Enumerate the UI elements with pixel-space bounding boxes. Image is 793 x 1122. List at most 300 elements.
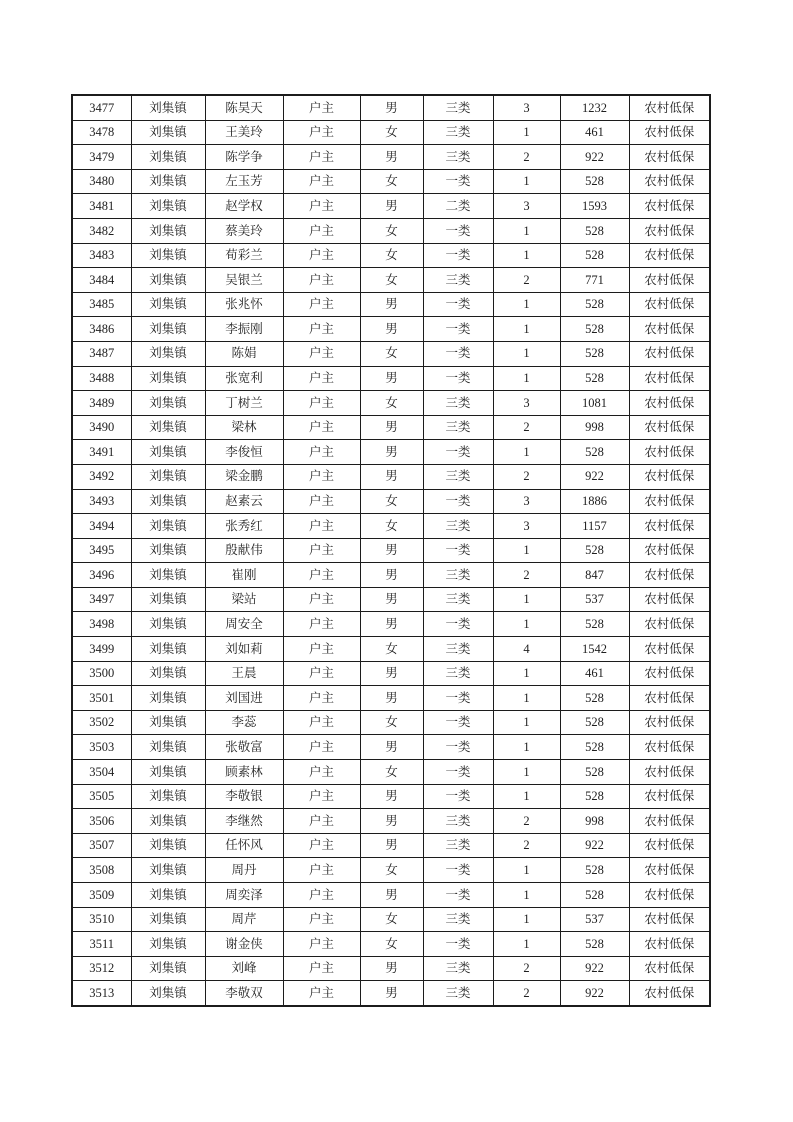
cell-relation: 户主 [283,760,360,785]
cell-category: 一类 [423,440,493,465]
cell-serial-number: 3510 [72,907,131,932]
cell-category: 一类 [423,858,493,883]
table-row [72,489,710,514]
cell-relation: 户主 [283,932,360,957]
cell-household-count: 1 [493,784,560,809]
table-row [72,858,710,883]
cell-gender: 男 [360,956,423,981]
cell-gender: 男 [360,686,423,711]
table-row [72,268,710,293]
cell-household-count: 1 [493,366,560,391]
cell-amount: 528 [560,686,629,711]
table-row [72,218,710,243]
cell-household-count: 1 [493,292,560,317]
cell-gender: 男 [360,440,423,465]
cell-household-count: 2 [493,464,560,489]
cell-amount: 528 [560,366,629,391]
cell-serial-number: 3483 [72,243,131,268]
table-row [72,612,710,637]
cell-amount: 528 [560,317,629,342]
cell-gender: 男 [360,317,423,342]
cell-relation: 户主 [283,489,360,514]
table-row [72,169,710,194]
cell-gender: 男 [360,612,423,637]
cell-serial-number: 3484 [72,268,131,293]
cell-person-name: 谢金侠 [205,932,283,957]
cell-amount: 1886 [560,489,629,514]
cell-household-count: 3 [493,514,560,539]
cell-category: 一类 [423,341,493,366]
cell-category: 三类 [423,587,493,612]
cell-category: 一类 [423,760,493,785]
cell-town: 刘集镇 [131,784,205,809]
cell-gender: 女 [360,514,423,539]
cell-serial-number: 3500 [72,661,131,686]
cell-serial-number: 3492 [72,464,131,489]
cell-household-count: 2 [493,833,560,858]
table-row [72,735,710,760]
cell-category: 一类 [423,538,493,563]
cell-household-count: 1 [493,587,560,612]
cell-relation: 户主 [283,907,360,932]
cell-relation: 户主 [283,563,360,588]
cell-gender: 男 [360,145,423,170]
cell-person-name: 刘如莉 [205,637,283,662]
table-row [72,833,710,858]
cell-category: 三类 [423,637,493,662]
cell-amount: 528 [560,538,629,563]
cell-benefit-type: 农村低保 [629,784,710,809]
cell-relation: 户主 [283,981,360,1006]
cell-amount: 528 [560,169,629,194]
cell-household-count: 1 [493,858,560,883]
cell-town: 刘集镇 [131,612,205,637]
cell-serial-number: 3503 [72,735,131,760]
cell-amount: 771 [560,268,629,293]
cell-person-name: 梁站 [205,587,283,612]
cell-benefit-type: 农村低保 [629,145,710,170]
cell-person-name: 丁树兰 [205,391,283,416]
cell-serial-number: 3513 [72,981,131,1006]
table-row [72,514,710,539]
cell-relation: 户主 [283,169,360,194]
table-row [72,686,710,711]
cell-benefit-type: 农村低保 [629,489,710,514]
cell-household-count: 1 [493,243,560,268]
cell-benefit-type: 农村低保 [629,268,710,293]
table-row [72,464,710,489]
cell-category: 三类 [423,956,493,981]
cell-benefit-type: 农村低保 [629,587,710,612]
cell-gender: 女 [360,932,423,957]
cell-town: 刘集镇 [131,637,205,662]
cell-gender: 女 [360,341,423,366]
cell-amount: 528 [560,440,629,465]
cell-benefit-type: 农村低保 [629,169,710,194]
cell-benefit-type: 农村低保 [629,833,710,858]
cell-serial-number: 3481 [72,194,131,219]
table-row [72,956,710,981]
cell-category: 三类 [423,268,493,293]
cell-amount: 528 [560,932,629,957]
cell-town: 刘集镇 [131,833,205,858]
cell-household-count: 1 [493,317,560,342]
cell-gender: 男 [360,464,423,489]
cell-person-name: 陈学争 [205,145,283,170]
table-body [72,95,710,1006]
cell-category: 一类 [423,366,493,391]
cell-person-name: 顾素林 [205,760,283,785]
cell-gender: 女 [360,218,423,243]
cell-person-name: 李蕊 [205,710,283,735]
cell-amount: 528 [560,612,629,637]
cell-amount: 528 [560,292,629,317]
table-row [72,194,710,219]
cell-household-count: 1 [493,612,560,637]
cell-serial-number: 3496 [72,563,131,588]
cell-relation: 户主 [283,120,360,145]
cell-town: 刘集镇 [131,932,205,957]
cell-serial-number: 3489 [72,391,131,416]
cell-gender: 男 [360,587,423,612]
cell-town: 刘集镇 [131,858,205,883]
cell-category: 三类 [423,833,493,858]
cell-serial-number: 3493 [72,489,131,514]
cell-benefit-type: 农村低保 [629,612,710,637]
cell-household-count: 4 [493,637,560,662]
cell-person-name: 张兆怀 [205,292,283,317]
cell-gender: 男 [360,538,423,563]
cell-household-count: 1 [493,735,560,760]
cell-serial-number: 3497 [72,587,131,612]
cell-category: 一类 [423,169,493,194]
cell-town: 刘集镇 [131,292,205,317]
cell-town: 刘集镇 [131,563,205,588]
cell-category: 三类 [423,95,493,120]
table-row [72,760,710,785]
table-row [72,317,710,342]
cell-town: 刘集镇 [131,489,205,514]
cell-benefit-type: 农村低保 [629,194,710,219]
cell-benefit-type: 农村低保 [629,120,710,145]
cell-amount: 922 [560,956,629,981]
cell-amount: 1232 [560,95,629,120]
cell-person-name: 荀彩兰 [205,243,283,268]
cell-town: 刘集镇 [131,661,205,686]
table-row [72,661,710,686]
cell-gender: 男 [360,833,423,858]
cell-town: 刘集镇 [131,514,205,539]
cell-benefit-type: 农村低保 [629,538,710,563]
cell-person-name: 陈昊天 [205,95,283,120]
cell-serial-number: 3490 [72,415,131,440]
cell-category: 一类 [423,710,493,735]
cell-household-count: 2 [493,268,560,293]
cell-town: 刘集镇 [131,883,205,908]
cell-town: 刘集镇 [131,169,205,194]
cell-serial-number: 3509 [72,883,131,908]
cell-gender: 女 [360,760,423,785]
cell-category: 一类 [423,932,493,957]
cell-person-name: 张敬富 [205,735,283,760]
cell-category: 三类 [423,464,493,489]
cell-gender: 男 [360,194,423,219]
cell-category: 二类 [423,194,493,219]
cell-benefit-type: 农村低保 [629,981,710,1006]
cell-category: 三类 [423,514,493,539]
cell-amount: 922 [560,464,629,489]
cell-benefit-type: 农村低保 [629,464,710,489]
cell-household-count: 1 [493,907,560,932]
cell-gender: 男 [360,735,423,760]
cell-category: 三类 [423,145,493,170]
cell-gender: 女 [360,169,423,194]
cell-household-count: 1 [493,538,560,563]
cell-amount: 1157 [560,514,629,539]
table-row [72,907,710,932]
cell-benefit-type: 农村低保 [629,440,710,465]
cell-amount: 528 [560,341,629,366]
cell-category: 三类 [423,981,493,1006]
cell-amount: 847 [560,563,629,588]
cell-relation: 户主 [283,686,360,711]
cell-person-name: 赵学权 [205,194,283,219]
cell-gender: 男 [360,292,423,317]
cell-relation: 户主 [283,637,360,662]
cell-person-name: 吴银兰 [205,268,283,293]
cell-household-count: 1 [493,120,560,145]
cell-serial-number: 3477 [72,95,131,120]
cell-person-name: 周丹 [205,858,283,883]
cell-benefit-type: 农村低保 [629,341,710,366]
cell-amount: 922 [560,981,629,1006]
cell-town: 刘集镇 [131,268,205,293]
cell-person-name: 李继然 [205,809,283,834]
cell-serial-number: 3501 [72,686,131,711]
cell-serial-number: 3508 [72,858,131,883]
cell-benefit-type: 农村低保 [629,514,710,539]
cell-town: 刘集镇 [131,317,205,342]
cell-serial-number: 3499 [72,637,131,662]
cell-serial-number: 3498 [72,612,131,637]
cell-household-count: 2 [493,809,560,834]
cell-person-name: 张秀红 [205,514,283,539]
cell-benefit-type: 农村低保 [629,415,710,440]
cell-benefit-type: 农村低保 [629,907,710,932]
cell-gender: 女 [360,120,423,145]
cell-town: 刘集镇 [131,981,205,1006]
cell-person-name: 王美玲 [205,120,283,145]
cell-relation: 户主 [283,391,360,416]
cell-serial-number: 3512 [72,956,131,981]
cell-gender: 男 [360,784,423,809]
cell-benefit-type: 农村低保 [629,391,710,416]
table-row [72,391,710,416]
cell-relation: 户主 [283,858,360,883]
cell-amount: 1593 [560,194,629,219]
cell-person-name: 梁金鹏 [205,464,283,489]
cell-town: 刘集镇 [131,341,205,366]
cell-relation: 户主 [283,956,360,981]
cell-relation: 户主 [283,784,360,809]
cell-category: 三类 [423,391,493,416]
cell-town: 刘集镇 [131,366,205,391]
cell-benefit-type: 农村低保 [629,661,710,686]
cell-relation: 户主 [283,341,360,366]
cell-person-name: 刘峰 [205,956,283,981]
cell-town: 刘集镇 [131,710,205,735]
cell-person-name: 李俊恒 [205,440,283,465]
cell-gender: 男 [360,883,423,908]
cell-gender: 男 [360,809,423,834]
cell-town: 刘集镇 [131,907,205,932]
cell-household-count: 1 [493,440,560,465]
cell-serial-number: 3491 [72,440,131,465]
cell-benefit-type: 农村低保 [629,735,710,760]
cell-town: 刘集镇 [131,538,205,563]
cell-benefit-type: 农村低保 [629,243,710,268]
cell-town: 刘集镇 [131,464,205,489]
cell-benefit-type: 农村低保 [629,95,710,120]
cell-household-count: 1 [493,169,560,194]
table-row [72,95,710,120]
cell-household-count: 1 [493,883,560,908]
table-row [72,415,710,440]
cell-amount: 998 [560,809,629,834]
cell-benefit-type: 农村低保 [629,809,710,834]
cell-gender: 男 [360,981,423,1006]
cell-household-count: 3 [493,391,560,416]
cell-relation: 户主 [283,883,360,908]
cell-category: 三类 [423,563,493,588]
cell-serial-number: 3485 [72,292,131,317]
cell-benefit-type: 农村低保 [629,883,710,908]
cell-household-count: 1 [493,710,560,735]
cell-person-name: 梁林 [205,415,283,440]
table-row [72,637,710,662]
table-row [72,981,710,1006]
cell-relation: 户主 [283,710,360,735]
cell-person-name: 赵素云 [205,489,283,514]
cell-household-count: 1 [493,760,560,785]
cell-category: 一类 [423,292,493,317]
cell-benefit-type: 农村低保 [629,317,710,342]
cell-category: 三类 [423,415,493,440]
cell-amount: 922 [560,145,629,170]
table-row [72,932,710,957]
cell-gender: 男 [360,415,423,440]
cell-gender: 男 [360,366,423,391]
cell-benefit-type: 农村低保 [629,218,710,243]
table-row [72,341,710,366]
cell-category: 三类 [423,120,493,145]
cell-household-count: 2 [493,415,560,440]
cell-category: 一类 [423,612,493,637]
cell-gender: 女 [360,858,423,883]
cell-relation: 户主 [283,194,360,219]
cell-amount: 528 [560,735,629,760]
cell-amount: 528 [560,710,629,735]
cell-amount: 528 [560,760,629,785]
cell-category: 一类 [423,489,493,514]
cell-relation: 户主 [283,243,360,268]
cell-serial-number: 3504 [72,760,131,785]
cell-town: 刘集镇 [131,120,205,145]
cell-town: 刘集镇 [131,587,205,612]
cell-town: 刘集镇 [131,145,205,170]
cell-person-name: 任怀风 [205,833,283,858]
cell-town: 刘集镇 [131,194,205,219]
table-row [72,883,710,908]
cell-benefit-type: 农村低保 [629,932,710,957]
cell-benefit-type: 农村低保 [629,858,710,883]
cell-household-count: 2 [493,956,560,981]
cell-relation: 户主 [283,833,360,858]
cell-relation: 户主 [283,661,360,686]
cell-benefit-type: 农村低保 [629,956,710,981]
cell-household-count: 1 [493,341,560,366]
cell-town: 刘集镇 [131,218,205,243]
cell-person-name: 周奕泽 [205,883,283,908]
cell-serial-number: 3479 [72,145,131,170]
cell-benefit-type: 农村低保 [629,366,710,391]
cell-serial-number: 3506 [72,809,131,834]
cell-category: 三类 [423,809,493,834]
cell-serial-number: 3507 [72,833,131,858]
cell-town: 刘集镇 [131,440,205,465]
table-row [72,120,710,145]
cell-category: 一类 [423,686,493,711]
cell-gender: 女 [360,907,423,932]
cell-amount: 998 [560,415,629,440]
cell-person-name: 李敬银 [205,784,283,809]
cell-category: 三类 [423,907,493,932]
cell-relation: 户主 [283,268,360,293]
cell-serial-number: 3486 [72,317,131,342]
cell-relation: 户主 [283,587,360,612]
cell-person-name: 张宽利 [205,366,283,391]
cell-category: 一类 [423,317,493,342]
cell-person-name: 陈娟 [205,341,283,366]
cell-gender: 女 [360,391,423,416]
cell-category: 一类 [423,243,493,268]
cell-amount: 1542 [560,637,629,662]
table-row [72,563,710,588]
cell-household-count: 2 [493,981,560,1006]
table-row [72,784,710,809]
cell-serial-number: 3487 [72,341,131,366]
cell-amount: 528 [560,784,629,809]
cell-category: 一类 [423,735,493,760]
cell-relation: 户主 [283,145,360,170]
cell-town: 刘集镇 [131,95,205,120]
table-row [72,710,710,735]
cell-benefit-type: 农村低保 [629,686,710,711]
table-row [72,292,710,317]
cell-gender: 女 [360,489,423,514]
table-row [72,243,710,268]
cell-relation: 户主 [283,464,360,489]
cell-relation: 户主 [283,440,360,465]
cell-serial-number: 3495 [72,538,131,563]
table-row [72,145,710,170]
cell-serial-number: 3511 [72,932,131,957]
cell-amount: 461 [560,120,629,145]
cell-serial-number: 3488 [72,366,131,391]
cell-relation: 户主 [283,317,360,342]
cell-gender: 男 [360,95,423,120]
table-row [72,440,710,465]
